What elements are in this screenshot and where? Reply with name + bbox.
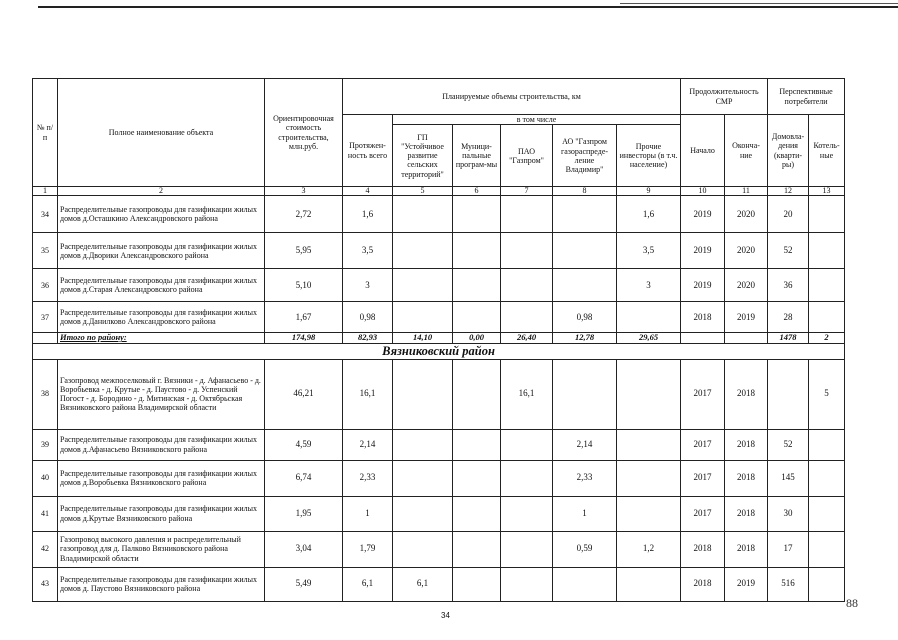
ao-length — [553, 567, 617, 601]
index-cell: 9 — [617, 187, 681, 196]
municipal-length — [453, 269, 501, 302]
ao-length — [553, 269, 617, 302]
municipal-length — [453, 359, 501, 429]
ao-length — [553, 196, 617, 233]
boilers-count — [809, 269, 845, 302]
gp-length — [393, 302, 453, 333]
header-other: Прочие инвесторы (в т.ч. население) — [617, 125, 681, 187]
object-name: Распределительные газопроводы для газификации жилых домов д.Дворики Александровского района — [58, 233, 265, 269]
object-name: Распределительные газопроводы для газификации жилых домов д.Старая Александровского района — [58, 269, 265, 302]
header-name: Полное наименование объекта — [58, 79, 265, 187]
row-num: 37 — [33, 302, 58, 333]
gp-length — [393, 429, 453, 460]
header-consumers: Перспективные потребители — [768, 79, 845, 115]
object-name: Распределительные газопроводы для газификации жилых домов д. Паустово Вязниковского района — [58, 567, 265, 601]
other-length — [617, 359, 681, 429]
header-cost: Ориентировочная стоимость строительства, млн.руб. — [265, 79, 343, 187]
ao-length: 0,98 — [553, 302, 617, 333]
object-name: Распределительные газопроводы для газификации жилых домов д.Воробьевка Вязниковского района — [58, 460, 265, 496]
pao-length — [501, 460, 553, 496]
other-length — [617, 496, 681, 531]
other-length: 1,2 — [617, 531, 681, 567]
gp-length — [393, 359, 453, 429]
gp-length — [393, 269, 453, 302]
object-name: Газопровод высокого давления и распределительный газопровод для д. Палково Вязниковского района Владимирской области — [58, 531, 265, 567]
other-length — [617, 429, 681, 460]
ao-length: 1 — [553, 496, 617, 531]
cost: 5,95 — [265, 233, 343, 269]
end-year: 2020 — [725, 233, 768, 269]
end-year: 2019 — [725, 567, 768, 601]
gp-length — [393, 196, 453, 233]
length-total: 1,79 — [343, 531, 393, 567]
total-end — [725, 333, 768, 343]
ao-length — [553, 233, 617, 269]
row-num: 41 — [33, 496, 58, 531]
ao-length: 0,59 — [553, 531, 617, 567]
index-cell: 11 — [725, 187, 768, 196]
total-gp: 14,10 — [393, 333, 453, 343]
pao-length — [501, 196, 553, 233]
other-length: 1,6 — [617, 196, 681, 233]
index-cell: 13 — [809, 187, 845, 196]
header-pao: ПАО "Газпром" — [501, 125, 553, 187]
ao-length: 2,33 — [553, 460, 617, 496]
start-year: 2017 — [681, 460, 725, 496]
length-total: 0,98 — [343, 302, 393, 333]
header-duration: Продолжительность СМР — [681, 79, 768, 115]
total-other: 29,65 — [617, 333, 681, 343]
municipal-length — [453, 531, 501, 567]
index-cell: 2 — [58, 187, 265, 196]
gp-length: 6,1 — [393, 567, 453, 601]
boilers-count — [809, 567, 845, 601]
gp-length — [393, 233, 453, 269]
length-total: 3 — [343, 269, 393, 302]
other-length: 3,5 — [617, 233, 681, 269]
gp-length — [393, 531, 453, 567]
row-num: 40 — [33, 460, 58, 496]
municipal-length — [453, 196, 501, 233]
end-year: 2020 — [725, 269, 768, 302]
length-total: 3,5 — [343, 233, 393, 269]
municipal-length — [453, 429, 501, 460]
cost: 5,49 — [265, 567, 343, 601]
header-incl: в том числе — [393, 115, 681, 125]
municipal-length — [453, 496, 501, 531]
header-length-total: Протяжен-ность всего — [343, 115, 393, 187]
index-row — [33, 187, 845, 196]
cost: 46,21 — [265, 359, 343, 429]
length-total: 1,6 — [343, 196, 393, 233]
gp-length — [393, 460, 453, 496]
total-length: 82,93 — [343, 333, 393, 343]
boilers-count — [809, 531, 845, 567]
start-year: 2018 — [681, 567, 725, 601]
cost: 5,10 — [265, 269, 343, 302]
row-num: 35 — [33, 233, 58, 269]
object-name: Распределительные газопроводы для газификации жилых домов д.Осташкино Александровского района — [58, 196, 265, 233]
end-year: 2018 — [725, 359, 768, 429]
index-cell: 7 — [501, 187, 553, 196]
index-cell: 10 — [681, 187, 725, 196]
sheet-number: 88 — [846, 596, 858, 610]
table-row — [33, 359, 845, 429]
cost: 4,59 — [265, 429, 343, 460]
district-title: Вязниковский район — [33, 343, 845, 359]
index-cell: 3 — [265, 187, 343, 196]
cost: 2,72 — [265, 196, 343, 233]
top-rule — [38, 6, 898, 8]
table-row — [33, 460, 845, 496]
start-year: 2019 — [681, 233, 725, 269]
pao-length — [501, 302, 553, 333]
end-year: 2018 — [725, 429, 768, 460]
header-planned: Планируемые объемы строительства, км — [343, 79, 681, 115]
row-num: 36 — [33, 269, 58, 302]
table-row — [33, 567, 845, 601]
end-year: 2018 — [725, 531, 768, 567]
header-num: № п/п — [33, 79, 58, 187]
total-cost: 174,98 — [265, 333, 343, 343]
start-year: 2018 — [681, 531, 725, 567]
start-year: 2017 — [681, 359, 725, 429]
pao-length — [501, 531, 553, 567]
municipal-length — [453, 567, 501, 601]
end-year: 2018 — [725, 460, 768, 496]
start-year: 2018 — [681, 302, 725, 333]
row-num: 43 — [33, 567, 58, 601]
header-houses: Домовла-дения (кварти-ры) — [768, 115, 809, 187]
cost: 1,95 — [265, 496, 343, 531]
boilers-count — [809, 460, 845, 496]
table-row — [33, 269, 845, 302]
end-year: 2018 — [725, 496, 768, 531]
start-year: 2017 — [681, 496, 725, 531]
pao-length — [501, 429, 553, 460]
municipal-length — [453, 460, 501, 496]
other-length: 3 — [617, 269, 681, 302]
boilers-count — [809, 429, 845, 460]
ao-length — [553, 359, 617, 429]
index-cell: 5 — [393, 187, 453, 196]
start-year: 2019 — [681, 269, 725, 302]
houses-count: 28 — [768, 302, 809, 333]
pao-length — [501, 496, 553, 531]
houses-count: 36 — [768, 269, 809, 302]
municipal-length — [453, 233, 501, 269]
object-name: Распределительные газопроводы для газификации жилых домов д.Афанасьево Вязниковского района — [58, 429, 265, 460]
total-pao: 26,40 — [501, 333, 553, 343]
boilers-count — [809, 233, 845, 269]
length-total: 16,1 — [343, 359, 393, 429]
other-length — [617, 567, 681, 601]
houses-count: 145 — [768, 460, 809, 496]
total-boilers: 2 — [809, 333, 845, 343]
cost: 3,04 — [265, 531, 343, 567]
table-row — [33, 233, 845, 269]
length-total: 6,1 — [343, 567, 393, 601]
header-start: Начало — [681, 115, 725, 187]
cost: 1,67 — [265, 302, 343, 333]
header-boilers: Котель-ные — [809, 115, 845, 187]
boilers-count — [809, 496, 845, 531]
index-cell: 1 — [33, 187, 58, 196]
index-cell: 8 — [553, 187, 617, 196]
page-number: 34 — [441, 611, 450, 620]
total-num-empty — [33, 333, 58, 343]
start-year: 2017 — [681, 429, 725, 460]
gp-length — [393, 496, 453, 531]
total-start — [681, 333, 725, 343]
object-name: Распределительные газопроводы для газификации жилых домов д.Данилково Александровского района — [58, 302, 265, 333]
table-row — [33, 196, 845, 233]
other-length — [617, 302, 681, 333]
houses-count: 52 — [768, 233, 809, 269]
table-row — [33, 302, 845, 333]
row-num: 34 — [33, 196, 58, 233]
pao-length — [501, 233, 553, 269]
boilers-count — [809, 302, 845, 333]
houses-count: 516 — [768, 567, 809, 601]
total-houses: 1478 — [768, 333, 809, 343]
cost: 6,74 — [265, 460, 343, 496]
start-year: 2019 — [681, 196, 725, 233]
houses-count: 30 — [768, 496, 809, 531]
other-length — [617, 460, 681, 496]
pao-length — [501, 269, 553, 302]
total-municipal: 0,00 — [453, 333, 501, 343]
object-name: Распределительные газопроводы для газификации жилых домов д.Крутые Вязниковского района — [58, 496, 265, 531]
houses-count: 52 — [768, 429, 809, 460]
row-num: 38 — [33, 359, 58, 429]
header-gp: ГП "Устойчивое развитие сельских территорий" — [393, 125, 453, 187]
top-rule-thin — [620, 3, 898, 4]
houses-count: 20 — [768, 196, 809, 233]
index-cell: 12 — [768, 187, 809, 196]
length-total: 2,33 — [343, 460, 393, 496]
table-row — [33, 496, 845, 531]
row-num: 42 — [33, 531, 58, 567]
municipal-length — [453, 302, 501, 333]
construction-table — [32, 78, 845, 602]
end-year: 2019 — [725, 302, 768, 333]
total-label: Итого по району: — [58, 333, 265, 343]
houses-count: 17 — [768, 531, 809, 567]
index-cell: 6 — [453, 187, 501, 196]
table-row — [33, 429, 845, 460]
header-municipal: Муници-пальные програм-мы — [453, 125, 501, 187]
row-num: 39 — [33, 429, 58, 460]
boilers-count: 5 — [809, 359, 845, 429]
header-ao: АО "Газпром газораспреде-ление Владимир" — [553, 125, 617, 187]
header-end: Оконча-ние — [725, 115, 768, 187]
total-row — [33, 333, 845, 343]
pao-length — [501, 567, 553, 601]
index-cell: 4 — [343, 187, 393, 196]
length-total: 1 — [343, 496, 393, 531]
ao-length: 2,14 — [553, 429, 617, 460]
object-name: Газопровод межпоселковый г. Вязники - д. Афанасьево - д. Воробьевка - д. Крутые - д. Паустово - д. Успенский Погост - д. Бородино - д. Митинская - д. Октябрьская Вязниковского района Владимирской области — [58, 359, 265, 429]
houses-count — [768, 359, 809, 429]
district-row — [33, 343, 845, 359]
pao-length: 16,1 — [501, 359, 553, 429]
boilers-count — [809, 196, 845, 233]
total-ao: 12,78 — [553, 333, 617, 343]
length-total: 2,14 — [343, 429, 393, 460]
table-row — [33, 531, 845, 567]
end-year: 2020 — [725, 196, 768, 233]
